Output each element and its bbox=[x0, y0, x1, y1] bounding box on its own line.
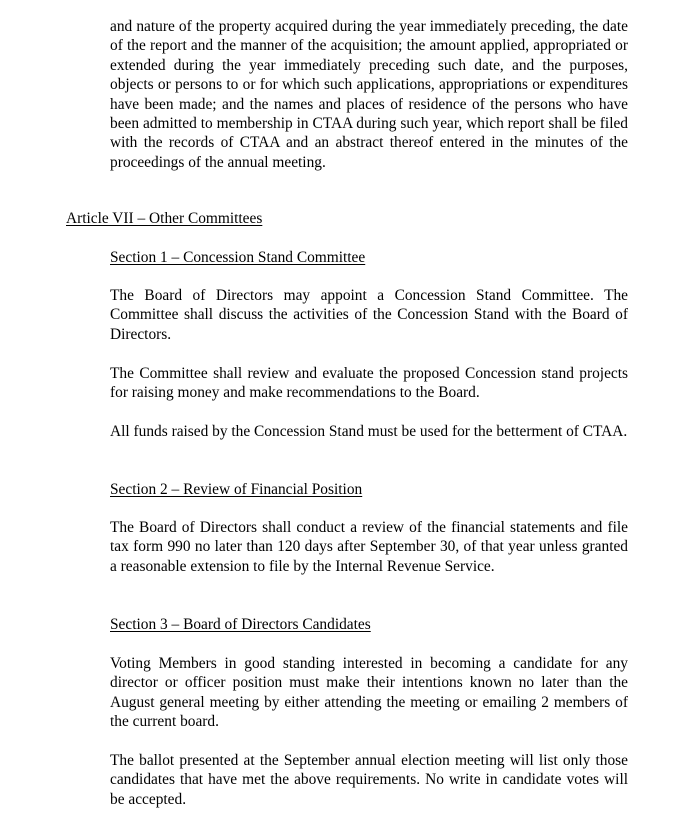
section-3-heading: Section 3 – Board of Directors Candidates bbox=[110, 616, 371, 633]
intro-paragraph: and nature of the property acquired during the year immediately preceding, the date of the report and the manner of the acquisition; the amount applied, appropriated or extended during the year immediately preceding such date, and the purposes, objects or persons to or for which such applications, appropriations or expenditures have been made; and the names and places of residence of the persons who have been admitted to membership in CTAA during such year, which report shall be filed with the records of CTAA and an abstract thereof entered in the minutes of the proceedings of the annual meeting. bbox=[110, 18, 628, 171]
section-3-paragraph-2: The ballot presented at the September annual election meeting will list only those candidates that have met the above requirements. No write in candidate votes will be accepted. bbox=[110, 752, 628, 808]
section-1-paragraph-1: The Board of Directors may appoint a Concession Stand Committee. The Committee shall discuss the activities of the Concession Stand with the Board of Directors. bbox=[110, 287, 628, 343]
section-1-paragraph-2: The Committee shall review and evaluate the proposed Concession stand projects for raising money and make recommendations to the Board. bbox=[110, 365, 628, 402]
section-3-paragraph-1: Voting Members in good standing interested in becoming a candidate for any director or officer position must make their intentions known no later than the August general meeting by either attending the meeting or emailing 2 members of the current board. bbox=[110, 655, 628, 731]
section-1-paragraph-3: All funds raised by the Concession Stand must be used for the betterment of CTAA. bbox=[110, 423, 628, 440]
section-1-heading: Section 1 – Concession Stand Committee bbox=[110, 249, 366, 266]
section-2-paragraph-1: The Board of Directors shall conduct a review of the financial statements and file tax form 990 no later than 120 days after September 30, of that year unless granted a reasonable extension to file by the Internal Revenue Service. bbox=[110, 519, 628, 575]
section-2-heading: Section 2 – Review of Financial Position bbox=[110, 481, 363, 498]
article-vii-heading: Article VII – Other Committees bbox=[66, 210, 263, 227]
